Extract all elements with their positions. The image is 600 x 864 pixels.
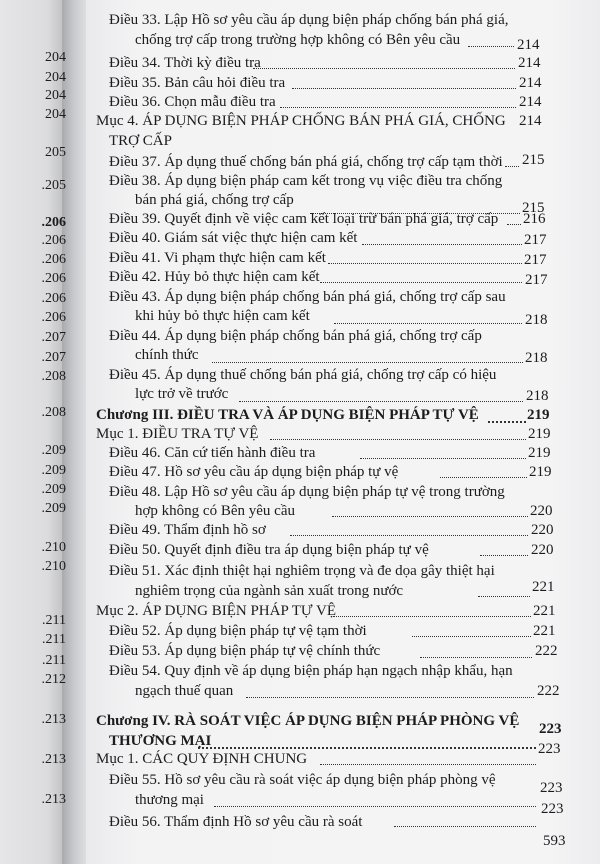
toc-section-heading: Mục 1. ĐIỀU TRA TỰ VỆ — [96, 426, 259, 442]
toc-page-number: 214 — [519, 113, 542, 129]
toc-entry-text: hợp không có Bên yêu cầu — [135, 503, 295, 519]
toc-leader — [270, 439, 526, 440]
toc-entry-text: Điều 56. Thẩm định Hồ sơ yêu cầu rà soát — [109, 814, 363, 830]
left-page-number: .211 — [42, 653, 66, 668]
left-page-number: 204 — [45, 50, 66, 65]
toc-entry-text: bán phá giá, chống trợ cấp — [135, 192, 294, 208]
toc-leader — [239, 401, 523, 402]
toc-entry-text: Điều 42. Hủy bỏ thực hiện cam kết — [109, 269, 320, 285]
toc-leader — [198, 747, 536, 749]
toc-entry-text: Điều 37. Áp dụng thuế chống bán phá giá, chống trợ cấp tạm thời — [109, 154, 503, 170]
toc-page-number: 219 — [528, 426, 551, 442]
left-page-number: .213 — [41, 792, 66, 807]
toc-page-number: 219 — [528, 445, 551, 461]
toc-page-number: 217 — [524, 252, 547, 268]
toc-page-number: 218 — [526, 388, 549, 404]
toc-leader — [320, 282, 522, 283]
toc-leader — [280, 107, 516, 108]
toc-leader — [505, 166, 519, 167]
left-page-number: .208 — [41, 405, 66, 420]
toc-page-number: 214 — [519, 75, 542, 91]
toc-entry-text: Điều 35. Bản câu hỏi điều tra — [109, 75, 286, 91]
toc-page-number: 220 — [531, 522, 554, 538]
toc-page-number: 222 — [535, 643, 558, 659]
toc-leader — [394, 826, 536, 827]
left-page-number: .206 — [41, 252, 66, 267]
toc-page-number: 221 — [533, 603, 556, 619]
left-page-number: .209 — [41, 501, 66, 516]
toc-section-heading: Mục 1. CÁC QUY ĐỊNH CHUNG — [96, 751, 308, 767]
toc-page-number: 219 — [527, 407, 550, 423]
toc-section-heading: TRỢ CẤP — [109, 133, 172, 149]
toc-page-number: 214 — [517, 37, 540, 53]
left-page-number: .213 — [41, 752, 66, 767]
toc-page-number: 223 — [540, 780, 563, 796]
left-page-number: .209 — [41, 443, 66, 458]
toc-leader — [468, 46, 514, 47]
left-page-number: .209 — [41, 463, 66, 478]
toc-entry-text: Điều 33. Lập Hồ sơ yêu cầu áp dụng biện pháp chống bán phá giá, — [109, 12, 509, 28]
toc-entry-text: lực trở về trước — [135, 386, 229, 402]
toc-leader — [320, 764, 536, 765]
left-page-number: .210 — [41, 540, 66, 555]
toc-chapter-heading: THƯƠNG MẠI — [109, 733, 212, 749]
left-page-number: .205 — [41, 178, 66, 193]
toc-entry-text: ngạch thuế quan — [135, 683, 234, 699]
left-page-number: .211 — [42, 632, 66, 647]
toc-leader — [253, 68, 515, 69]
left-page-number: 204 — [45, 88, 66, 103]
toc-entry-text: Điều 39. Quyết định về việc cam kết loại trừ bán phá giá, trợ cấp — [109, 211, 499, 227]
toc-entry-text: Điều 44. Áp dụng biện pháp chống bán phá giá, chống trợ cấp — [109, 328, 482, 344]
toc-page-number: 219 — [529, 464, 552, 480]
toc-entry-text: Điều 51. Xác định thiệt hại nghiêm trọng và đe dọa gây thiệt hại — [109, 563, 495, 579]
left-page-number: .206 — [41, 215, 66, 230]
toc-entry-text: Điều 41. Vi phạm thực hiện cam kết — [109, 250, 326, 266]
toc-page-number: 222 — [537, 683, 560, 699]
toc-entry-text: Điều 38. Áp dụng biện pháp cam kết trong vụ việc điều tra chống — [109, 173, 503, 189]
toc-entry-text: Điều 45. Áp dụng thuế chống bán phá giá, chống trợ cấp có hiệu — [109, 367, 497, 383]
left-page-number: .206 — [41, 310, 66, 325]
toc-section-heading: Mục 4. ÁP DỤNG BIỆN PHÁP CHỐNG BÁN PHÁ GIÁ, CHỐNG — [96, 113, 506, 129]
toc-page-number: 220 — [530, 503, 553, 519]
toc-entry-text: Điều 50. Quyết định điều tra áp dụng biện pháp tự vệ — [109, 542, 429, 558]
toc-entry-text: thương mại — [135, 792, 204, 808]
toc-entry-text: Điều 34. Thời kỳ điều tra — [109, 55, 261, 71]
toc-leader — [212, 362, 523, 363]
toc-entry-text: Điều 49. Thẩm định hồ sơ — [109, 522, 266, 538]
toc-page-number: 214 — [519, 94, 542, 110]
toc-entry-text: Điều 40. Giám sát việc thực hiện cam kết — [109, 230, 358, 246]
toc-entry-text: Điều 47. Hồ sơ yêu cầu áp dụng biện pháp tự vệ — [109, 464, 399, 480]
left-page-number: .210 — [41, 559, 66, 574]
toc-leader — [478, 596, 530, 597]
left-page-number: .209 — [41, 482, 66, 497]
left-page-number: .211 — [42, 613, 66, 628]
toc-page-number: 214 — [518, 55, 541, 71]
toc-entry-text: Điều 43. Áp dụng biện pháp chống bán phá giá, chống trợ cấp sau — [109, 289, 506, 305]
left-page-number: .207 — [41, 330, 66, 345]
left-page-number: .206 — [41, 233, 66, 248]
toc-leader — [488, 421, 526, 423]
left-page-numbers — [0, 0, 66, 864]
toc-entry-text: Điều 46. Căn cứ tiến hành điều tra — [109, 445, 316, 461]
toc-page-number: 216 — [523, 211, 546, 227]
toc-page-number: 215 — [522, 200, 545, 216]
toc-leader — [333, 616, 531, 617]
toc-entry-text: Điều 55. Hồ sơ yêu cầu rà soát việc áp dụng biện pháp phòng vệ — [109, 772, 496, 788]
left-page-number: .208 — [41, 369, 66, 384]
toc-leader — [214, 806, 536, 807]
toc-entry-text: nghiêm trọng của ngành sản xuất trong nước — [135, 583, 404, 599]
left-page-number: .207 — [41, 350, 66, 365]
toc-leader — [290, 535, 528, 536]
toc-page-number: 217 — [525, 272, 548, 288]
page-number: 593 — [543, 833, 566, 849]
toc-page-number: 223 — [538, 741, 561, 757]
toc-entry-text: khi hủy bỏ thực hiện cam kết — [135, 308, 310, 324]
toc-section-heading: Mục 2. ÁP DỤNG BIỆN PHÁP TỰ VỆ — [96, 603, 336, 619]
toc-entry-text: Điều 48. Lập Hồ sơ yêu cầu áp dụng biện pháp tự vệ trong trường — [109, 484, 505, 500]
toc-entry-text: Điều 53. Áp dụng biện pháp tự vệ chính thức — [109, 643, 381, 659]
toc-entry-text: Điều 52. Áp dụng biện pháp tự vệ tạm thời — [109, 623, 367, 639]
toc-chapter-heading: Chương IV. RÀ SOÁT VIỆC ÁP DỤNG BIỆN PHÁP PHÒNG VỆ — [96, 713, 520, 729]
left-page-number: .213 — [41, 712, 66, 727]
toc-leader — [246, 697, 534, 698]
toc-entry-text: Điều 36. Chọn mẫu điều tra — [109, 94, 276, 110]
toc-leader — [507, 224, 521, 225]
toc-chapter-heading: Chương III. ĐIỀU TRA VÀ ÁP DỤNG BIỆN PHÁP TỰ VỆ — [96, 407, 479, 423]
toc-entry-text: chính thức — [135, 347, 199, 363]
toc-page-number: 220 — [531, 542, 554, 558]
toc-page-number: 217 — [524, 232, 547, 248]
toc-page-number: 221 — [532, 579, 555, 595]
toc-page-number: 218 — [525, 312, 548, 328]
toc-leader — [334, 323, 522, 324]
toc-leader — [362, 244, 522, 245]
left-page-number: .206 — [41, 291, 66, 306]
toc-page-number: 221 — [533, 623, 556, 639]
toc-leader — [412, 636, 531, 637]
toc-leader — [292, 88, 516, 89]
left-page-number: .206 — [41, 271, 66, 286]
left-page-number: 205 — [45, 145, 66, 160]
toc-entry-text: Điều 54. Quy định về áp dụng biện pháp hạn ngạch nhập khẩu, hạn — [109, 663, 513, 679]
toc-page-number: 218 — [525, 350, 548, 366]
left-page-number: 204 — [45, 107, 66, 122]
toc-leader — [440, 477, 527, 478]
toc-entry-text: chống trợ cấp trong trường hợp không có Bên yêu cầu — [135, 32, 461, 48]
toc-leader — [328, 263, 522, 264]
toc-leader — [332, 516, 528, 517]
left-page-number: .212 — [41, 672, 66, 687]
toc-page-number: 223 — [541, 801, 564, 817]
toc-page-number: 223 — [539, 721, 562, 737]
left-page-number: 204 — [45, 70, 66, 85]
toc-leader — [480, 555, 528, 556]
toc-leader — [420, 657, 532, 658]
toc-page-number: 215 — [522, 152, 545, 168]
toc-leader — [360, 458, 526, 459]
